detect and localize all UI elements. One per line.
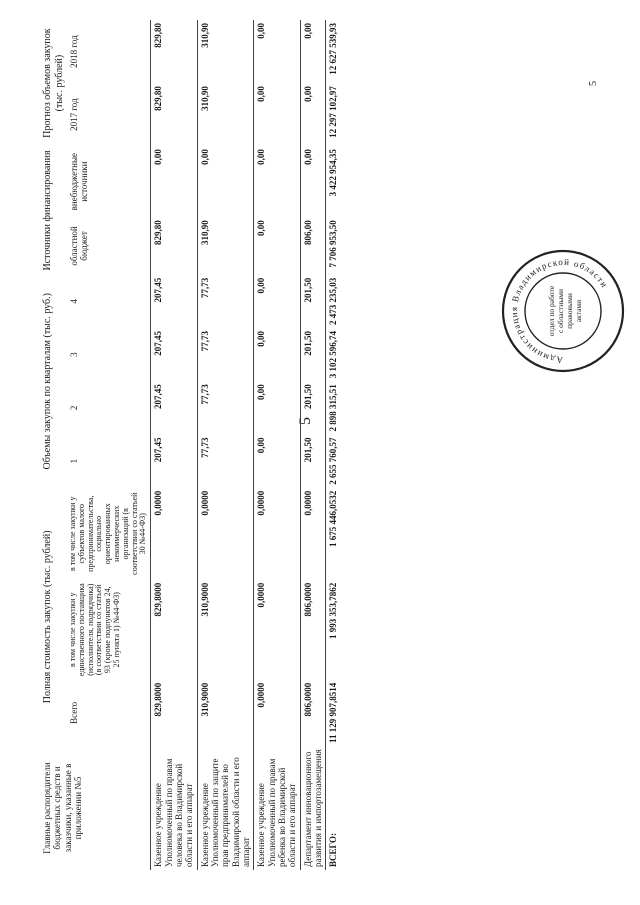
cell-smp: 0,0000: [302, 490, 313, 516]
cell-extra: 0,00: [302, 149, 313, 165]
official-stamp: [500, 248, 626, 374]
page-number: 5: [297, 417, 314, 425]
cell-2018: 829,80: [153, 23, 164, 48]
header-main-column: Главные распорядители бюджетных средств и заказчики, указанные в приложении №5: [42, 762, 84, 854]
cell-single: 310,9000: [199, 582, 210, 617]
row-name: Департамент инновационного развития и импортозамещения: [302, 749, 323, 867]
cell-total: 829,8000: [153, 682, 164, 717]
row-name: Казенное учреждение Уполномоченный по правам ребенка во Владимирской области и его аппарат: [256, 758, 298, 867]
cell-2017: 0,00: [256, 86, 267, 102]
header-smp: в том числе закупки у субъектов малого предпринимательства, социально ориентированных некоммерческих организаций (в соответствии со статьей 30 №44-ФЗ): [68, 492, 148, 575]
rotated-table-container: [40, 20, 600, 870]
cell-regional: 806,00: [302, 220, 313, 245]
cell-q4: 0,00: [256, 277, 267, 294]
cell-single: 1 993 353,7862: [328, 582, 339, 639]
cell-q2: 0,00: [256, 384, 267, 400]
procurement-table: [40, 20, 341, 870]
cell-2017: 0,00: [302, 86, 313, 102]
header-regional: областной бюджет: [69, 226, 90, 266]
cell-smp: 0,0000: [153, 490, 164, 516]
cell-regional: 0,00: [256, 220, 267, 236]
cell-extra: 0,00: [153, 149, 164, 165]
header-q3: 3: [69, 352, 79, 357]
cell-total: 310,9000: [199, 682, 210, 717]
cell-q3: 3 102 596,74: [328, 330, 339, 379]
cell-single: 0,0000: [256, 582, 267, 608]
cell-q2: 77,73: [199, 384, 210, 405]
cell-2018: 0,00: [302, 23, 313, 39]
cell-q1: 201,50: [302, 437, 313, 463]
header-extra: внебюджетные источники: [69, 152, 90, 211]
cell-q4: 77,73: [199, 277, 210, 298]
cell-extra: 3 422 954,35: [328, 149, 339, 197]
cell-regional: 7 706 953,50: [328, 220, 339, 268]
cell-single: 829,8000: [153, 582, 164, 617]
cell-2018: 310,90: [199, 23, 210, 48]
cell-2017: 829,80: [153, 86, 164, 111]
row-name: Казенное учреждение Уполномоченный по защите прав предпринимателей во Владимирской области и его аппарат: [199, 757, 251, 867]
stamp-ring-text: Администрация Владимирской области: [508, 256, 611, 366]
cell-2018: 0,00: [256, 23, 267, 39]
table-row: [151, 20, 197, 870]
cell-q4: 201,50: [302, 277, 313, 303]
header-2018: 2018 год: [69, 35, 79, 68]
header-quarters: Объемы закупок по кварталам (тыс. руб.): [42, 293, 53, 470]
cell-q3: 207,45: [153, 330, 164, 356]
header-sources: Источники финансирования: [42, 150, 53, 271]
cell-q3: 0,00: [256, 330, 267, 347]
stamp-line-3: правовыми: [565, 293, 574, 329]
header-single-supplier: в том числе закупки у единственного поставщика (исполнителя, подрядчика) (в соответствии со статьей 93 (кроме подпунктов 24, 25 пункта 1) №44-ФЗ): [68, 583, 121, 677]
cell-extra: 0,00: [256, 149, 267, 165]
cell-2017: 310,90: [199, 86, 210, 111]
table-row: [300, 20, 326, 870]
header-full-cost: Полная стоимость закупок (тыс. рублей): [42, 530, 53, 704]
cell-smp: 0,0000: [199, 490, 210, 516]
header-q2: 2: [69, 405, 79, 411]
table-row: [197, 20, 254, 870]
cell-2017: 12 297 102,97: [328, 86, 339, 138]
cell-q2: 201,50: [302, 384, 313, 409]
row-name: Казенное учреждение Уполномоченный по правам человека во Владимирской области и его аппарат: [153, 758, 195, 867]
header-2017: 2017 год: [69, 98, 79, 131]
header-total: Всего: [69, 701, 79, 724]
cell-total: 0,0000: [256, 682, 267, 708]
total-row: [326, 20, 341, 870]
header-forecast: Прогноз объемов закупок (тыс. рублей): [42, 28, 65, 138]
cell-smp: 0,0000: [256, 490, 267, 516]
cell-extra: 0,00: [199, 149, 210, 165]
stamp-line-4: актами: [574, 299, 583, 323]
cell-2018: 12 627 539,93: [328, 23, 339, 75]
header-q1: 1: [69, 458, 79, 464]
cell-q4: 207,45: [153, 277, 164, 303]
stamp-line-2: с областными: [556, 288, 565, 334]
stamp-line-1: отдел по работе: [547, 285, 556, 337]
cell-total: 806,0000: [302, 682, 313, 717]
cell-smp: 1 675 446,0532: [328, 490, 339, 547]
page-number-corner: 5: [588, 81, 599, 86]
total-label: ВСЕГО:: [328, 832, 339, 867]
header-q4: 4: [69, 299, 79, 304]
cell-q3: 77,73: [199, 330, 210, 352]
cell-regional: 829,80: [153, 220, 164, 245]
cell-q3: 201,50: [302, 330, 313, 356]
cell-q1: 77,73: [199, 437, 210, 458]
cell-total: 11 129 907,8514: [328, 682, 339, 743]
cell-q1: 207,45: [153, 437, 164, 463]
table-row: [254, 20, 300, 870]
cell-regional: 310,90: [199, 220, 210, 245]
cell-q1: 2 655 760,57: [328, 437, 339, 485]
cell-q2: 2 898 315,51: [328, 384, 339, 432]
cell-q2: 207,45: [153, 384, 164, 409]
cell-q4: 2 473 235,03: [328, 277, 339, 325]
cell-single: 806,0000: [302, 582, 313, 617]
cell-q1: 0,00: [256, 437, 267, 454]
